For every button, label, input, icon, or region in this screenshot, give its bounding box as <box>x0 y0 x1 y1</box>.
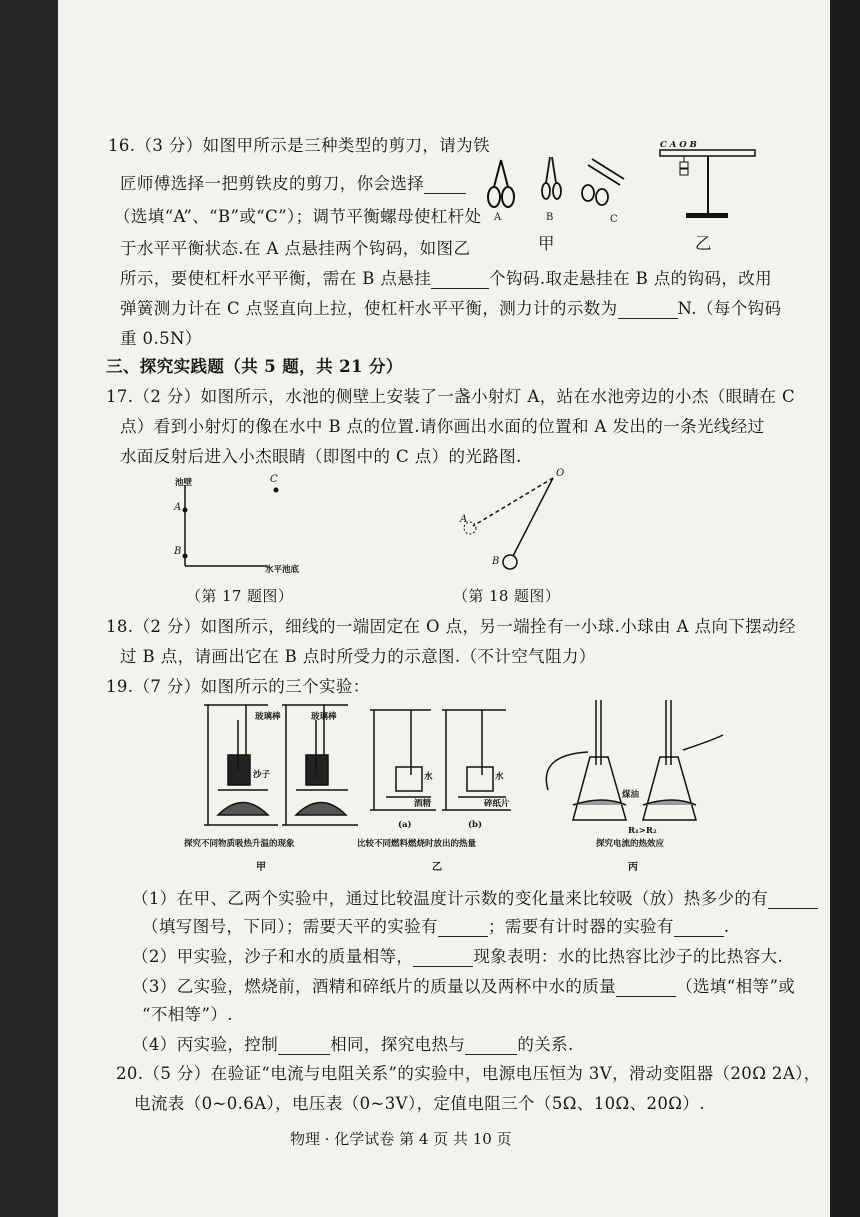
yi-alcohol-label: 酒精 <box>414 799 432 809</box>
q19-blank4[interactable] <box>413 950 473 968</box>
scissors-label-a: A <box>494 212 502 223</box>
q17-b-label: B <box>174 546 182 557</box>
q16-blank3[interactable] <box>618 302 678 320</box>
scissors-label-c: C <box>610 214 618 225</box>
hook-weight-1 <box>680 162 688 168</box>
q16-line1: 16.（3 分）如图甲所示是三种类型的剪刀，请为铁 <box>108 136 490 155</box>
pool-wall-label: 池壁 <box>175 478 193 488</box>
page-footer: 物理 · 化学试卷 第 4 页 共 10 页 <box>290 1130 512 1148</box>
jia-sand-label: 沙子 <box>253 770 271 780</box>
q19-fig-jia <box>198 700 368 830</box>
q19-blank5[interactable] <box>616 980 676 998</box>
q16-line4: 于水平平衡状态.在 A 点悬挂两个钩码，如图乙 <box>120 239 471 258</box>
q19-fig-yi <box>366 705 526 830</box>
exam-page <box>58 0 830 1217</box>
lever-base <box>686 213 728 218</box>
q19-p3-line1: （3）乙实验，燃烧前，酒精和碎纸片的质量以及两杯中水的质量 （选填“相等”或 <box>132 977 796 996</box>
jia-rod2-label: 玻璃棒 <box>311 712 337 722</box>
scissors-b-icon <box>542 157 561 199</box>
point-a <box>183 508 188 513</box>
scissors-label-b: B <box>546 212 554 223</box>
q16-blank2[interactable] <box>431 272 489 290</box>
q19-intro: 19.（7 分）如图所示的三个实验： <box>106 677 370 696</box>
q18-figure <box>458 470 578 580</box>
fig-yi-label: 乙 <box>695 234 712 253</box>
scissors-a-icon <box>488 160 514 207</box>
scissors-figure <box>480 155 610 235</box>
q19-p1-line2: （填写图号，下同）；需要天平的实验有 ；需要有计时器的实验有 . <box>142 917 730 936</box>
q18-o-label: O <box>556 468 565 479</box>
lever-figure <box>658 140 768 225</box>
q16-line6: 弹簧测力计在 C 点竖直向上拉，使杠杆水平平衡，测力计的示数为 N.（每个钩码 <box>120 299 782 318</box>
q17-caption: （第 17 题图） <box>186 587 294 605</box>
scan-border-right <box>830 0 860 1217</box>
q19-blank7[interactable] <box>465 1038 517 1056</box>
q19-blank3[interactable] <box>674 920 724 938</box>
q18-line2: 过 B 点，请画出它在 B 点时所受力的示意图.（不计空气阻力） <box>120 647 596 666</box>
bing-oil-label: 煤油 <box>622 790 640 800</box>
jia-water-label: 水 <box>311 770 320 780</box>
yi-b-label: (b) <box>468 820 482 830</box>
q16-line2: 匠师傅选择一把剪铁皮的剪刀，你会选择 <box>120 170 466 194</box>
yi-name: 乙 <box>432 862 442 873</box>
q17-line1: 17.（2 分）如图所示，水池的侧壁上安装了一盏小射灯 A，站在水池旁边的小杰（眼睛在 C <box>106 387 796 406</box>
section-3-heading: 三、探究实践题（共 5 题，共 21 分） <box>106 357 403 376</box>
q19-p2: （2）甲实验，沙子和水的质量相等， 现象表明：水的比热容比沙子的比热容大. <box>132 947 784 966</box>
q17-line2: 点）看到小射灯的像在水中 B 点的位置.请你画出水面的位置和 A 发出的一条光线经过 <box>120 417 765 436</box>
yi-water2-label: 水 <box>495 772 504 782</box>
point-c <box>274 488 279 493</box>
q19-blank6[interactable] <box>278 1038 330 1056</box>
bing-caption: 探究电流的热效应 <box>596 839 665 849</box>
q16-line7: 重 0.5N） <box>120 329 202 348</box>
q19-fig-bing <box>538 695 728 835</box>
q17-a-label: A <box>174 502 182 513</box>
q18-b-label: B <box>492 556 500 567</box>
yi-paper-label: 碎纸片 <box>484 799 510 809</box>
q17-c-label: C <box>270 474 278 485</box>
q19-p4: （4）丙实验，控制 相同，探究电热与 的关系. <box>132 1035 574 1054</box>
yi-caption: 比较不同燃料燃烧时放出的热量 <box>357 839 477 849</box>
pendulum-ball-b <box>503 555 517 569</box>
point-b <box>183 554 188 559</box>
jia-rod1-label: 玻璃棒 <box>255 712 281 722</box>
q20-line2: 电流表（0~0.6A），电压表（0~3V），定值电阻三个（5Ω、10Ω、20Ω）. <box>134 1094 705 1113</box>
q17-line3: 水面反射后进入小杰眼睛（即图中的 C 点）的光路图. <box>120 447 522 466</box>
q19-blank2[interactable] <box>438 920 488 938</box>
pool-floor-label: 水平池底 <box>265 565 300 575</box>
yi-water1-label: 水 <box>424 772 433 782</box>
yi-a-label: (a) <box>398 820 412 830</box>
q16-line3: （选填“A”、“B”或“C”）；调节平衡螺母使杠杆处 <box>114 207 482 226</box>
hook-weight-2 <box>680 169 688 175</box>
jia-caption: 探究不同物质吸热升温的现象 <box>184 839 295 849</box>
jia-name: 甲 <box>256 862 266 873</box>
q19-blank1[interactable] <box>768 892 818 910</box>
q19-p1-line1: （1）在甲、乙两个实验中，通过比较温度计示数的变化量来比较吸（放）热多少的有 <box>132 885 818 909</box>
lever-point-labels: C A O B <box>660 140 697 150</box>
fig-jia-label: 甲 <box>538 234 555 253</box>
q17-figure <box>178 480 288 570</box>
q18-a-label: A <box>460 514 468 525</box>
lever-bar <box>660 150 755 156</box>
scissors-c-icon <box>582 159 624 205</box>
q18-caption: （第 18 题图） <box>453 587 561 605</box>
q20-line1: 20.（5 分）在验证“电流与电阻关系”的实验中，电源电压恒为 3V，滑动变阻器（20Ω 2A）， <box>116 1064 821 1083</box>
q18-line1: 18.（2 分）如图所示，细线的一端固定在 O 点，另一端拴有一小球.小球由 A 点向下摆动经 <box>106 617 796 636</box>
bing-name: 丙 <box>628 862 638 873</box>
scan-border-left <box>0 0 58 1217</box>
bing-r-label: R₁>R₂ <box>628 826 657 836</box>
q16-line5: 所示，要使杠杆水平平衡，需在 B 点悬挂 个钩码.取走悬挂在 B 点的钩码，改用 <box>120 269 773 288</box>
q16-blank1[interactable] <box>424 177 466 195</box>
q19-p3-line2: “不相等”）. <box>142 1005 233 1024</box>
